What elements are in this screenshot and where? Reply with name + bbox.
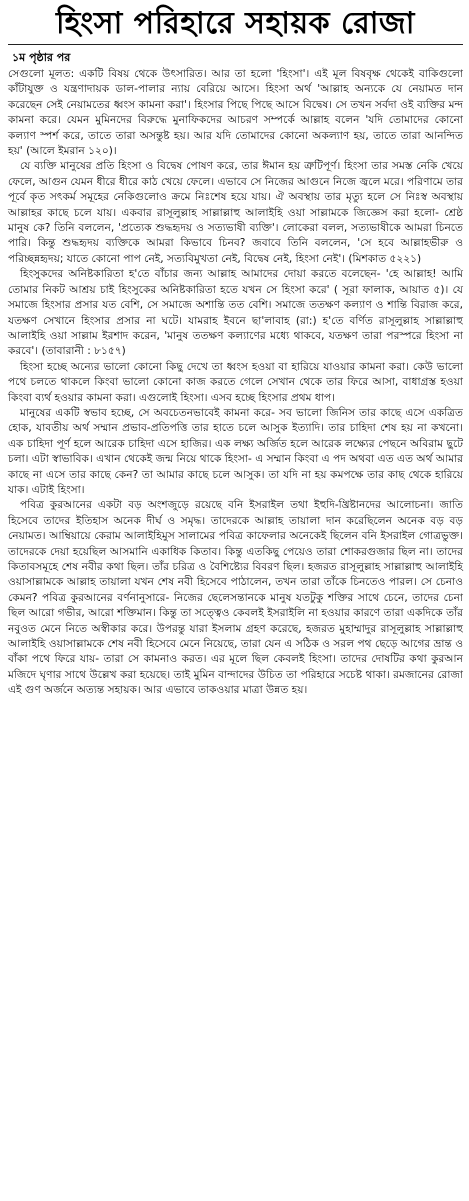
article-paragraph: মানুষের একটি স্বভাব হচ্ছে, সে অবচেতনভাবেই কামনা করে- সব ভালো জিনিস তার কাছে এসে একত্রিত হোক, যাবতীয় অর্থ সম্মান প্রভাব-প্রতিপত্তি তার হাতে চলে আসুক ইত্যাদি। তার চাহিদা শেষ হয় না কখনো। এক চাহিদা পূর্ণ হলে আরেক চাহিদা এসে হাজির। এক লক্ষ্য অর্জিত হলে আরেক লক্ষ্যের পেছনে অবিরাম ছুটে চলা। এটা স্বাভাবিক। এখান থেকেই জন্ম নিয়ে থাকে হিংসা- এ সম্মান কিংবা এ পদ অথবা এত এত অর্থ আমার কাছে না এসে তার কাছে কেন? তা আমার কাছে চলে আসুক। তা যদি না হয় কমপক্ষে তার কাছ থেকে হারিয়ে যাক। এটাই হিংসা। xyxy=(8,406,463,496)
article-paragraph: সেগুলো মূলত: একটি বিষয় থেকে উৎসারিত। আর তা হলো 'হিংসা'। এই মূল বিষবৃক্ষ থেকেই বাকিগুলো কাঁটাযুক্ত ও যন্ত্রণাদায়ক ডাল-পালার ন্যায় বেরিয়ে আসে। হিংসা অর্থ 'আল্লাহ অন্যকে যে নেয়ামত দান করেছেন সেই নেয়ামতের ধ্বংস কামনা করা'। হিংসার পিছে পিছে আসে বিদ্বেষ। সে তখন সর্বদা ওই ব্যক্তির মন্দ কামনা করে। যেমন মুমিনদের বিরুদ্ধে মুনাফিকদের আচরণ সম্পর্কে আল্লাহ বলেন 'যদি তোমাদের কোনো কল্যাণ স্পর্শ করে, তাতে তারা অসন্তুষ্ট হয়। আর যদি তোমাদের কোনো অকল্যাণ হয়, তাতে তারা আনন্দিত হয়' (আলে ইমরান ১২০)। xyxy=(8,68,463,158)
continued-from-label: ১ম পৃষ্ঠার পর xyxy=(12,51,71,64)
article-headline: হিংসা পরিহারে সহায়ক রোজা xyxy=(8,2,463,45)
article-body xyxy=(8,67,463,699)
article-paragraph: যে ব্যক্তি মানুষের প্রতি হিংসা ও বিদ্বেষ পোষণ করে, তার ঈমান হয় ত্রুটিপূর্ণ। হিংসা তার সমস্ত নেকি খেয়ে ফেলে, আগুন যেমন ধীরে ধীরে কাঠ খেয়ে ফেলে। এভাবে সে নিজের আগুনে নিজে জ্বলে মরে। পরিণামে তার পূর্বে কৃত সৎকর্ম সমূহের নেকিগুলোও ক্রমে নিঃশেষ হয়ে যায়। ঐ অবস্থায় তার মৃত্যু হলে সে নিঃস্ব অবস্থায় আল্লাহর কাছে চলে যায়। একবার রাসূলুল্লাহ সাল্লাল্লাহু আলাইহি ওয়া সাল্লামকে জিজ্ঞেস করা হলো- শ্রেষ্ঠ মানুষ কে? তিনি বললেন, 'প্রত্যেক শুদ্ধহৃদয় ও সত্যভাষী ব্যক্তি'। লোকেরা বলল, সত্যভাষীকে আমরা চিনতে পারি। কিন্তু শুদ্ধহৃদয় ব্যক্তিকে আমরা কিভাবে চিনব? জবাবে তিনি বললেন, 'সে হবে আল্লাহভীরু ও পরিচ্ছন্নহৃদয়; যাতে কোনো পাপ নেই, সত্যবিমুখতা নেই, বিদ্বেষ নেই, হিংসা নেই'। (মিশকাত ৫২২১) xyxy=(8,160,463,265)
article-paragraph: হিংসুকদের অনিষ্টকারিতা হ'তে বাঁচার জন্য আল্লাহ আমাদের দোয়া করতে বলেছেন- 'হে আল্লাহ! আমি তোমার নিকট আশ্রয় চাই হিংসুকের অনিষ্টকারিতা হতে যখন সে হিংসা করে' ( সূরা ফালাক, আয়াত ৫)। যে সমাজে হিংসার প্রসার যত বেশি, সে সমাজে অশান্তি তত বেশি। সমাজে ততক্ষণ কল্যাণ ও শান্তি বিরাজ করে, যতক্ষণ সেখানে হিংসার প্রসার না ঘটে। যামরাহ ইবনে ছা'লাবাহ (রা:) হ'তে বর্ণিত রাসূলুল্লাহ সাল্লাল্লাহু আলাইহি ওয়া সাল্লাম ইরশাদ করেন, 'মানুষ ততক্ষণ কল্যাণের মধ্যে থাকবে, যতক্ষণ তারা পরস্পরে হিংসা না করবে'। (তাবারানী : ৮১৫৭) xyxy=(8,268,463,358)
article-paragraph: হিংসা হচ্ছে অন্যের ভালো কোনো কিছু দেখে তা ধ্বংস হওয়া বা হারিয়ে যাওয়ার কামনা করা। কেউ ভালো পথে চলতে থাকলে কিংবা ভালো কোনো কাজ করতে গেলে সেখান থেকে তার ফিরে আসা, বাধাগ্রস্ত হওয়া কিংবা ব্যর্থ হওয়ার কামনা করা। এগুলোই হিংসা। এসব হচ্ছে হিংসার প্রথম ধাপ। xyxy=(8,360,463,404)
article-paragraph: পবিত্র কুরআনের একটা বড় অংশজুড়ে রয়েছে বনি ইসরাইল তথা ইহুদি-খ্রিষ্টানদের আলোচনা। জাতি হিসেবে তাদের ইতিহাস অনেক দীর্ঘ ও সমৃদ্ধ। তাদেরকে আল্লাহ তায়ালা দান করেছিলেন অনেক বড় বড় নেয়ামত। আম্বিয়ায়ে কেরাম আলাইহিমুস সালামের পবিত্র কাফেলার অনেকেই ছিলেন বনি ইসরাইল গোত্রভুক্ত। তাদেরকে দেয়া হয়েছিল আসমানি একাধিক কিতাব। কিন্তু এতকিছু পেয়েও তারা শোকরগুজার ছিল না। তাদের কিতাবসমূহে শেষ নবীর কথা ছিল। তাঁর চরিত্র ও বৈশিষ্ট্যের বিবরণ ছিল। হজরত রাসূলুল্লাহ সাল্লাল্লাহু আলাইহি ওয়াসাল্লামকে আল্লাহ তায়ালা যখন শেষ নবী হিসেবে পাঠালেন, তখন তারা তাঁকে চিনতেও পারল। সে চেনাও কেমন? পবিত্র কুরআনের বর্ণনানুসারে- নিজের ছেলেসন্তানকে মানুষ যতটুকু শক্তির সাথে চেনে, তাদের চেনা ছিল আরো গভীর, আরো শক্তিমান। কিন্তু তা সত্ত্বেও কেবলই ইসরাইলি না হওয়ার কারণে তারা একদিকে তাঁর নবুওত মেনে নিতে অস্বীকার করে। উপরন্তু যারা ইসলাম গ্রহণ করেছে, হজরত মুহাম্মাদুর রাসূলুল্লাহ সাল্লাল্লাহু আলাইহি ওয়াসাল্লামকে শেষ নবী হিসেবে মেনে নিয়েছে, তারা যেন এ সঠিক ও সরল পথ ছেড়ে আগের ভ্রান্ত ও বাঁকা পথে ফিরে যায়- তারা সে কামনাও করত। এর মূলে ছিল কেবলই হিংসা। তাদের দোষটির কথা কুরআন মজিদে ঘৃণার সাথে উল্লেখ করা হয়েছে। তাই মুমিন বান্দাদের উচিত তা পরিহারে সচেষ্ট থাকা। রমজানের রোজা এই গুণ অর্জনে অত্যন্ত সহায়ক। আর এভাবে তাকওয়ার মাত্রা উন্নত হয়। xyxy=(8,499,463,697)
